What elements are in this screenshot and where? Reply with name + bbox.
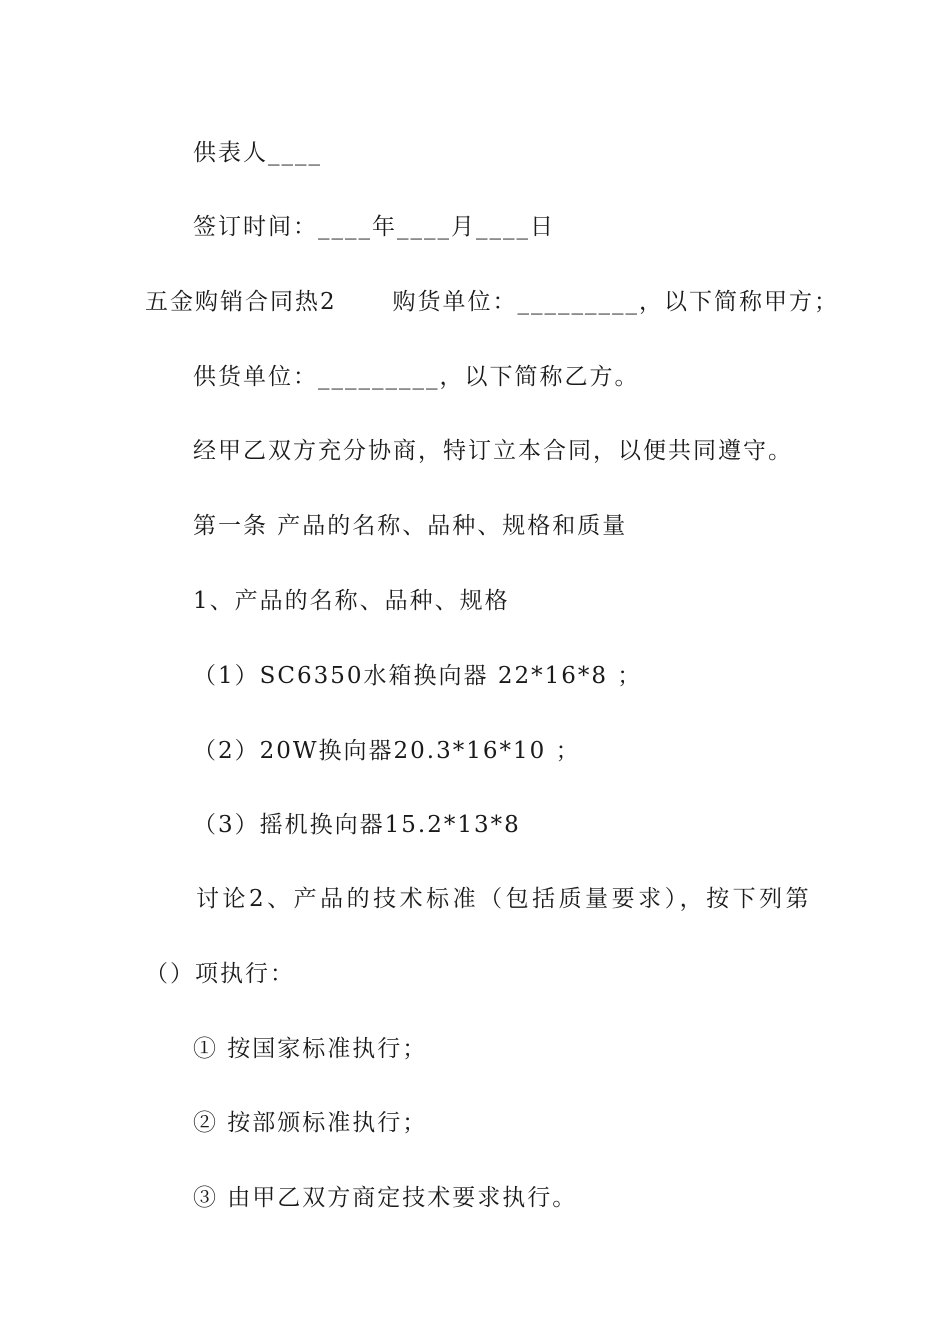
option-negotiated-standard: ③ 由甲乙双方商定技术要求执行。 <box>193 1185 578 1211</box>
title-buyer-line: 五金购销合同热2 购货单位：_________，以下简称甲方； <box>145 289 839 315</box>
technical-standard-line: 讨论2、产品的技术标准（包括质量要求），按下列第 <box>196 886 813 912</box>
signing-date-line: 签订时间：____年____月____日 <box>193 214 555 240</box>
agreement-intro: 经甲乙双方充分协商，特订立本合同，以便共同遵守。 <box>193 438 793 464</box>
product-item-2: （2）20W换向器20.3*16*10 ； <box>193 738 581 764</box>
product-spec-heading: 1、产品的名称、品种、规格 <box>193 588 510 614</box>
option-national-standard: ① 按国家标准执行； <box>193 1036 428 1062</box>
product-item-1: （1）SC6350水箱换向器 22*16*8 ； <box>193 663 643 689</box>
representative-line: 供表人____ <box>193 140 322 166</box>
technical-standard-cont: （）项执行： <box>145 961 295 987</box>
product-item-3: （3）摇机换向器15.2*13*8 <box>193 812 521 838</box>
supplier-line: 供货单位：_________，以下简称乙方。 <box>193 364 640 390</box>
option-ministry-standard: ② 按部颁标准执行； <box>193 1110 428 1136</box>
article-one-heading: 第一条 产品的名称、品种、规格和质量 <box>193 513 628 539</box>
